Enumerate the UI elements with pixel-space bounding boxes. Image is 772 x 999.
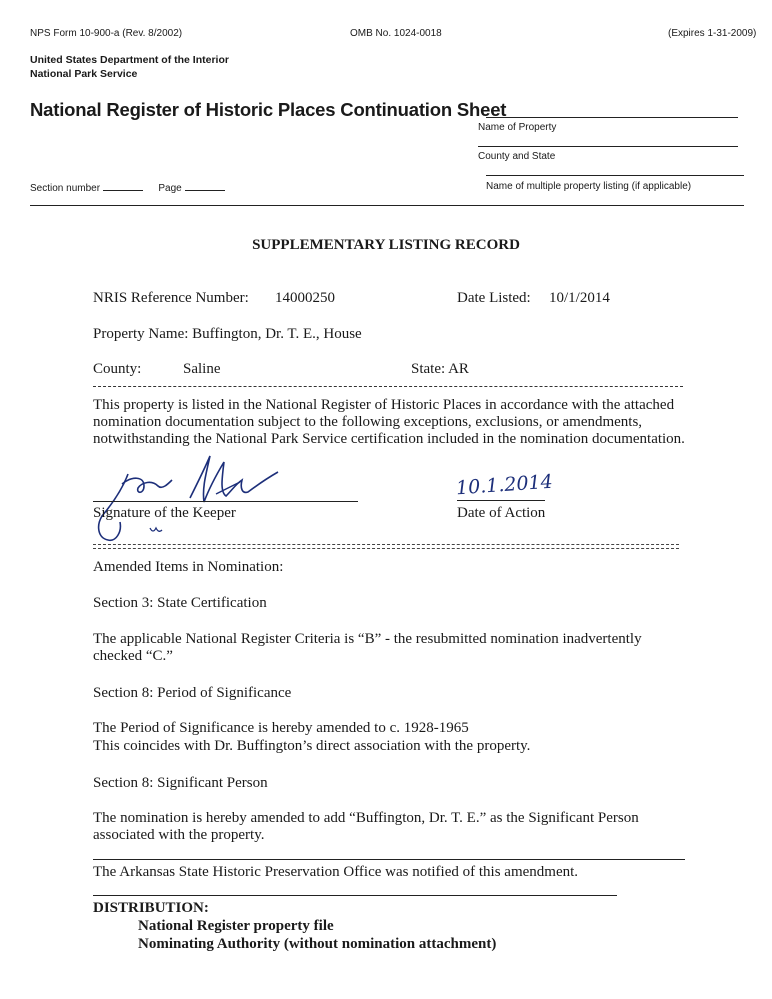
dept-line-1: United States Department of the Interior xyxy=(30,54,229,66)
record-heading: SUPPLEMENTARY LISTING RECORD xyxy=(252,237,520,253)
distribution-item: Nominating Authority (without nomination attachment) xyxy=(138,936,497,952)
signature-line xyxy=(93,501,358,502)
header-divider xyxy=(30,205,744,206)
section-number-label: Section number xyxy=(30,183,101,194)
date-listed-label: Date Listed: xyxy=(457,290,531,306)
section-8-person-heading: Section 8: Significant Person xyxy=(93,775,268,791)
distribution-heading: DISTRIBUTION: xyxy=(93,900,209,916)
section-number-blank xyxy=(103,180,143,191)
section-number-field xyxy=(30,180,225,194)
distribution-item: National Register property file xyxy=(138,918,334,934)
multiple-listing-label: Name of multiple property listing (if applicable) xyxy=(486,181,692,192)
section-8-period-heading: Section 8: Period of Significance xyxy=(93,685,292,701)
date-listed-value: 10/1/2014 xyxy=(549,290,610,306)
page-blank xyxy=(185,180,225,191)
dashed-divider xyxy=(93,386,683,387)
section-3-heading: Section 3: State Certification xyxy=(93,595,267,611)
amended-items-heading: Amended Items in Nomination: xyxy=(93,559,284,575)
notice-top-line xyxy=(93,859,685,860)
notice-bottom-line xyxy=(93,895,617,896)
section-8-person-text: The nomination is hereby amended to add “Buffington, Dr. T. E.” as the Significant Person associated with the property. xyxy=(93,810,639,843)
property-name: Property Name: Buffington, Dr. T. E., House xyxy=(93,326,362,342)
shpo-notice: The Arkansas State Historic Preservation Office was notified of this amendment. xyxy=(93,864,579,880)
county-value: Saline xyxy=(183,361,221,377)
name-of-property-line xyxy=(486,117,738,118)
section-8-period-line-1: The Period of Significance is hereby amended to c. 1928-1965 xyxy=(93,720,469,736)
listing-statement: This property is listed in the National Register of Historic Places in accordance with the attached nomination documentation subject to the following exceptions, exclusions, or amendments, notwithstanding the National Park Service certification included in the nomination documentation. xyxy=(93,397,685,447)
handwritten-date: 10.1.2014 xyxy=(455,470,554,500)
nris-value: 14000250 xyxy=(275,290,335,306)
form-id: NPS Form 10-900-a (Rev. 8/2002) xyxy=(30,28,183,39)
double-divider xyxy=(93,544,679,549)
county-state-line xyxy=(478,146,738,147)
expiration: (Expires 1-31-2009) xyxy=(668,28,757,39)
nris-label: NRIS Reference Number: xyxy=(93,290,249,306)
section-3-text: The applicable National Register Criteria is “B” - the resubmitted nomination inadvertently checked “C.” xyxy=(93,631,642,664)
date-of-action-label: Date of Action xyxy=(457,505,546,521)
state-value: State: AR xyxy=(411,361,469,377)
form-title: National Register of Historic Places Continuation Sheet xyxy=(30,99,507,120)
signature-label: Signature of the Keeper xyxy=(93,505,236,521)
keeper-signature xyxy=(92,446,292,546)
multiple-listing-line xyxy=(486,175,744,176)
name-of-property-label: Name of Property xyxy=(478,122,557,133)
page-label: Page xyxy=(158,183,182,194)
county-label: County: xyxy=(93,361,142,377)
county-state-label: County and State xyxy=(478,151,556,162)
omb-number: OMB No. 1024-0018 xyxy=(350,28,442,39)
date-of-action-line xyxy=(457,500,545,501)
dept-line-2: National Park Service xyxy=(30,68,138,80)
section-8-period-line-2: This coincides with Dr. Buffington’s direct association with the property. xyxy=(93,738,531,754)
